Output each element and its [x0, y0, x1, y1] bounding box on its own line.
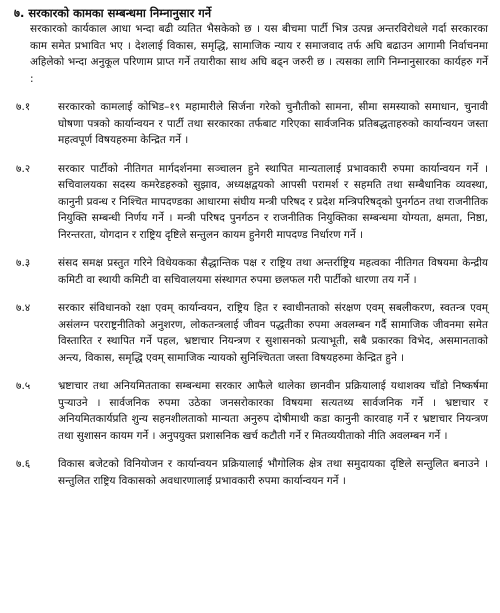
- item-text: सरकार पार्टीको नीतिगत मार्गदर्शनमा सञ्चालन हुने स्थापित मान्यतालाई प्रभावकारी रुपमा कार्यान्वयन गर्ने । सचिवालयका सदस्य कमरेडहरुको सुझाव, अध्यक्षद्वयको आपसी परामर्श र सहमति तथा सम्बैधानिक व्यवस्था, कानुनी प्रवन्ध र निश्चित मापदण्डका आधारमा संघीय मन्त्री परिषद र प्रदेश मन्त्रिपरिषद्को पुनर्गठन तथा राजनीतिक नियुक्ति सम्बन्धी निर्णय गर्ने । मन्त्री परिषद पुनर्गठन र राजनीतिक नियुक्तिका सम्बन्धमा योग्यता, क्षमता, निष्ठा, निरन्तरता, योगदान र राष्ट्रिय दृष्टिले सन्तुलन कायम हुनेगरी मापदण्ड निर्धारण गर्ने ।: [58, 162, 488, 241]
- section-heading: ७. सरकारको कामका सम्बन्धमा निम्नानुसार गर्ने: [14, 6, 212, 20]
- list-item: [12, 255, 488, 288]
- list-item: [12, 161, 488, 244]
- item-text: सरकार संविधानको रक्षा एवम् कार्यान्वयन, राष्ट्रिय हित र स्वाधीनताको संरक्षण एवम् सबलीकरण, स्वतन्त्र एवम् असंलग्न परराष्ट्रनीतिको अनुशरण, लोकतन्त्रलाई जीवन पद्धतीका रुपमा अवलम्बन गर्दै सामाजिक जीवनमा समेत विस्तारित र स्थापित गर्ने पहल, भ्रष्टाचार नियन्त्रण र सुशासनको प्रत्याभूती, सबै प्रकारका विभेद, असमानताको अन्त्य, विकास, समृद्धि एवम् सामाजिक न्यायको सुनिश्चितता जस्ता विषयहरुमा केन्द्रित हुने ।: [58, 302, 488, 364]
- item-number: ७.६: [16, 458, 31, 470]
- list-item: [12, 378, 488, 444]
- item-number: ७.३: [16, 257, 31, 269]
- item-text: संसद समक्ष प्रस्तुत गरिने विधेयकका सैद्धान्तिक पक्ष र राष्ट्रिय तथा अन्तर्राष्ट्रिय महत्वका नीतिगत विषयमा केन्द्रीय कमिटी वा स्थायी कमिटी वा सचिवालयमा संस्थागत रुपमा छलफल गरी पार्टीको धारणा तय गर्ने ।: [58, 257, 488, 286]
- list-item: [12, 99, 488, 149]
- item-text: सरकारको कामलाई कोभिड–१९ महामारीले सिर्जना गरेको चुनौतीको सामना, सीमा समस्याको समाधान, चुनावी घोषणा पत्रको कार्यान्वयन र पार्टी तथा सरकारका तर्फबाट गरिएका सार्वजनिक प्रतिबद्धताहरुको कार्यान्वयन जस्ता महत्वपूर्ण विषयहरुमा केन्द्रित गर्ने ।: [58, 101, 488, 146]
- item-number: ७.२: [16, 162, 31, 175]
- list-item: [12, 456, 488, 489]
- item-number: ७.१: [16, 101, 31, 113]
- item-text: विकास बजेटको विनियोजन र कार्यान्वयन प्रक्रियालाई भौगोलिक क्षेत्र तथा समुदायका दृष्टिले सन्तुलित बनाउने । सन्तुलित राष्ट्रिय विकासको अवधारणालाई प्रभावकारी रुपमा कार्यान्वयन गर्ने ।: [58, 458, 488, 487]
- list-item: [12, 300, 488, 366]
- section-intro: सरकारको कार्यकाल आधा भन्दा बढी व्यतित भैसकेको छ । यस बीचमा पार्टी भित्र उत्पन्न अन्तरविरोधले गर्दा सरकारका काम समेत प्रभावित भए । देशलाई विकास, समृद्धि, सामाजिक न्याय र समाजवाद तर्फ अघि बढाउन आगामी निर्वाचनमा अहिलेको भन्दा अनुकूल परिणाम प्राप्त गर्ने तयारीका साथ अघि बढ्न जरुरी छ । त्यसका लागि निम्नानुसारका कार्यहरु गर्ने :: [30, 23, 488, 85]
- item-text: भ्रष्टाचार तथा अनियमितताका सम्बन्धमा सरकार आफैले थालेका छानवीन प्रक्रियालाई यथाशक्य चाँडो निष्कर्षमा पुऱ्याउने । सार्वजनिक रुपमा उठेका जनसरोकारका विषयमा सत्यतथ्य सार्वजनिक गर्ने । भ्रष्टाचार र अनियमितकार्यप्रति शुन्य सहनशीलताको मान्यता अनुरुप दोषीमाथी कडा कानुनी कारवाह गर्ने र भ्रष्टाचार नियन्त्रण तथा सुशासन कायम गर्ने । अनुपयुक्त प्रशासनिक खर्च कटौती गर्ने र मितव्ययीताको नीति अवलम्बन गर्ने ।: [58, 380, 488, 442]
- item-number: ७.५: [16, 380, 31, 392]
- item-number: ७.४: [16, 302, 31, 314]
